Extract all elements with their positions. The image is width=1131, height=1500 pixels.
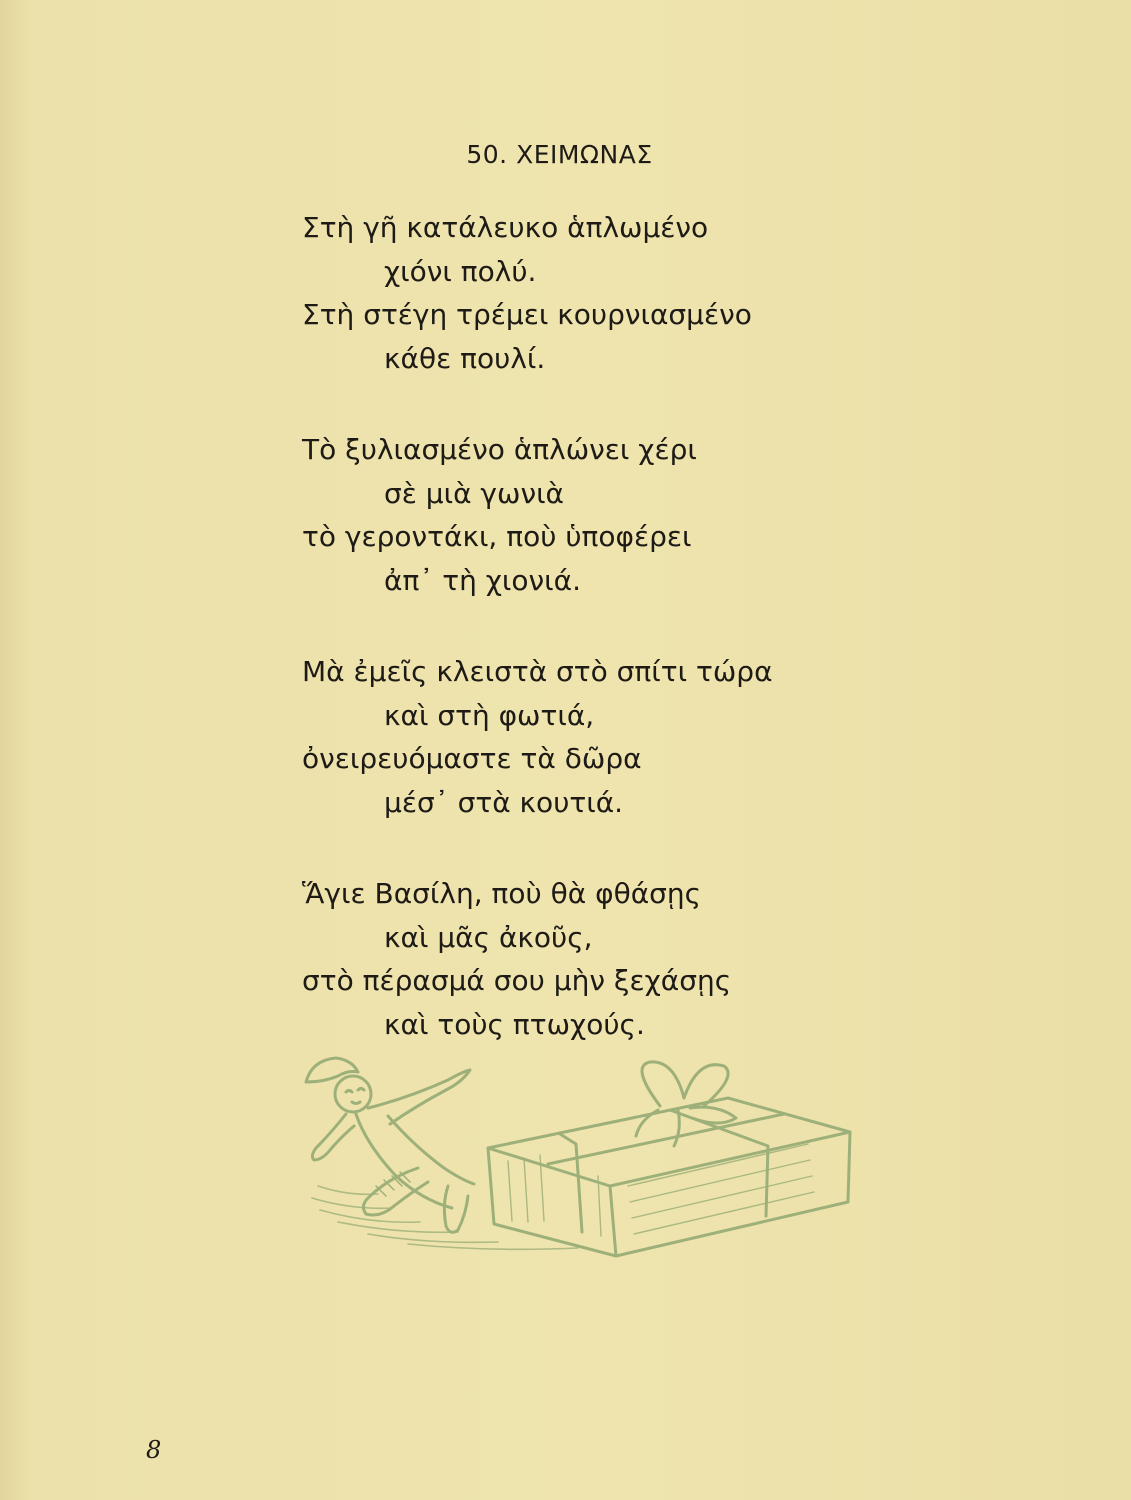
poem-line: μέσ᾽ στὰ κουτιά.: [384, 785, 624, 819]
poem-line: καὶ μᾶς ἀκοῦς,: [384, 920, 593, 954]
poem-line: Στὴ στέγη τρέμει κουρνιασμένο: [302, 298, 752, 331]
stanza-3: [302, 650, 922, 824]
poem-line: Μὰ ἐμεῖς κλειστὰ στὸ σπίτι τώρα: [302, 655, 773, 688]
page-number: 8: [146, 1436, 162, 1464]
poem-body: [302, 206, 922, 1094]
poem-line: χιόνι πολύ.: [384, 254, 537, 288]
stanza-1: [302, 206, 922, 380]
poem-line: Τὸ ξυλιασμένο ἁπλώνει χέρι: [302, 433, 697, 466]
poem-line: τὸ γεροντάκι, ποὺ ὑποφέρει: [302, 520, 692, 553]
poem-line: Στὴ γῆ κατάλευκο ἁπλωμένο: [302, 211, 709, 244]
stanza-4: [302, 872, 922, 1046]
poem-line: ἀπ᾽ τὴ χιονιά.: [384, 563, 581, 597]
poem-line: ὀνειρευόμαστε τὰ δῶρα: [302, 742, 642, 775]
doll-and-gift-box-illustration: [298, 1036, 863, 1258]
poem-title: [0, 140, 1131, 169]
stanza-2: [302, 428, 922, 602]
poem-line: κάθε πουλί.: [384, 341, 546, 375]
poem-line: Ἅγιε Βασίλη, ποὺ θὰ φθάσῃς: [302, 877, 702, 910]
poem-line: καὶ στὴ φωτιά,: [384, 698, 595, 732]
poem-line: στὸ πέρασμά σου μὴν ξεχάσῃς: [302, 964, 732, 997]
poem-line: σὲ μιὰ γωνιὰ: [384, 476, 565, 510]
poem-line: καὶ τοὺς πτωχούς.: [384, 1007, 645, 1041]
poem-title-text: 50. ΧΕΙΜΩΝΑΣ: [466, 140, 653, 169]
